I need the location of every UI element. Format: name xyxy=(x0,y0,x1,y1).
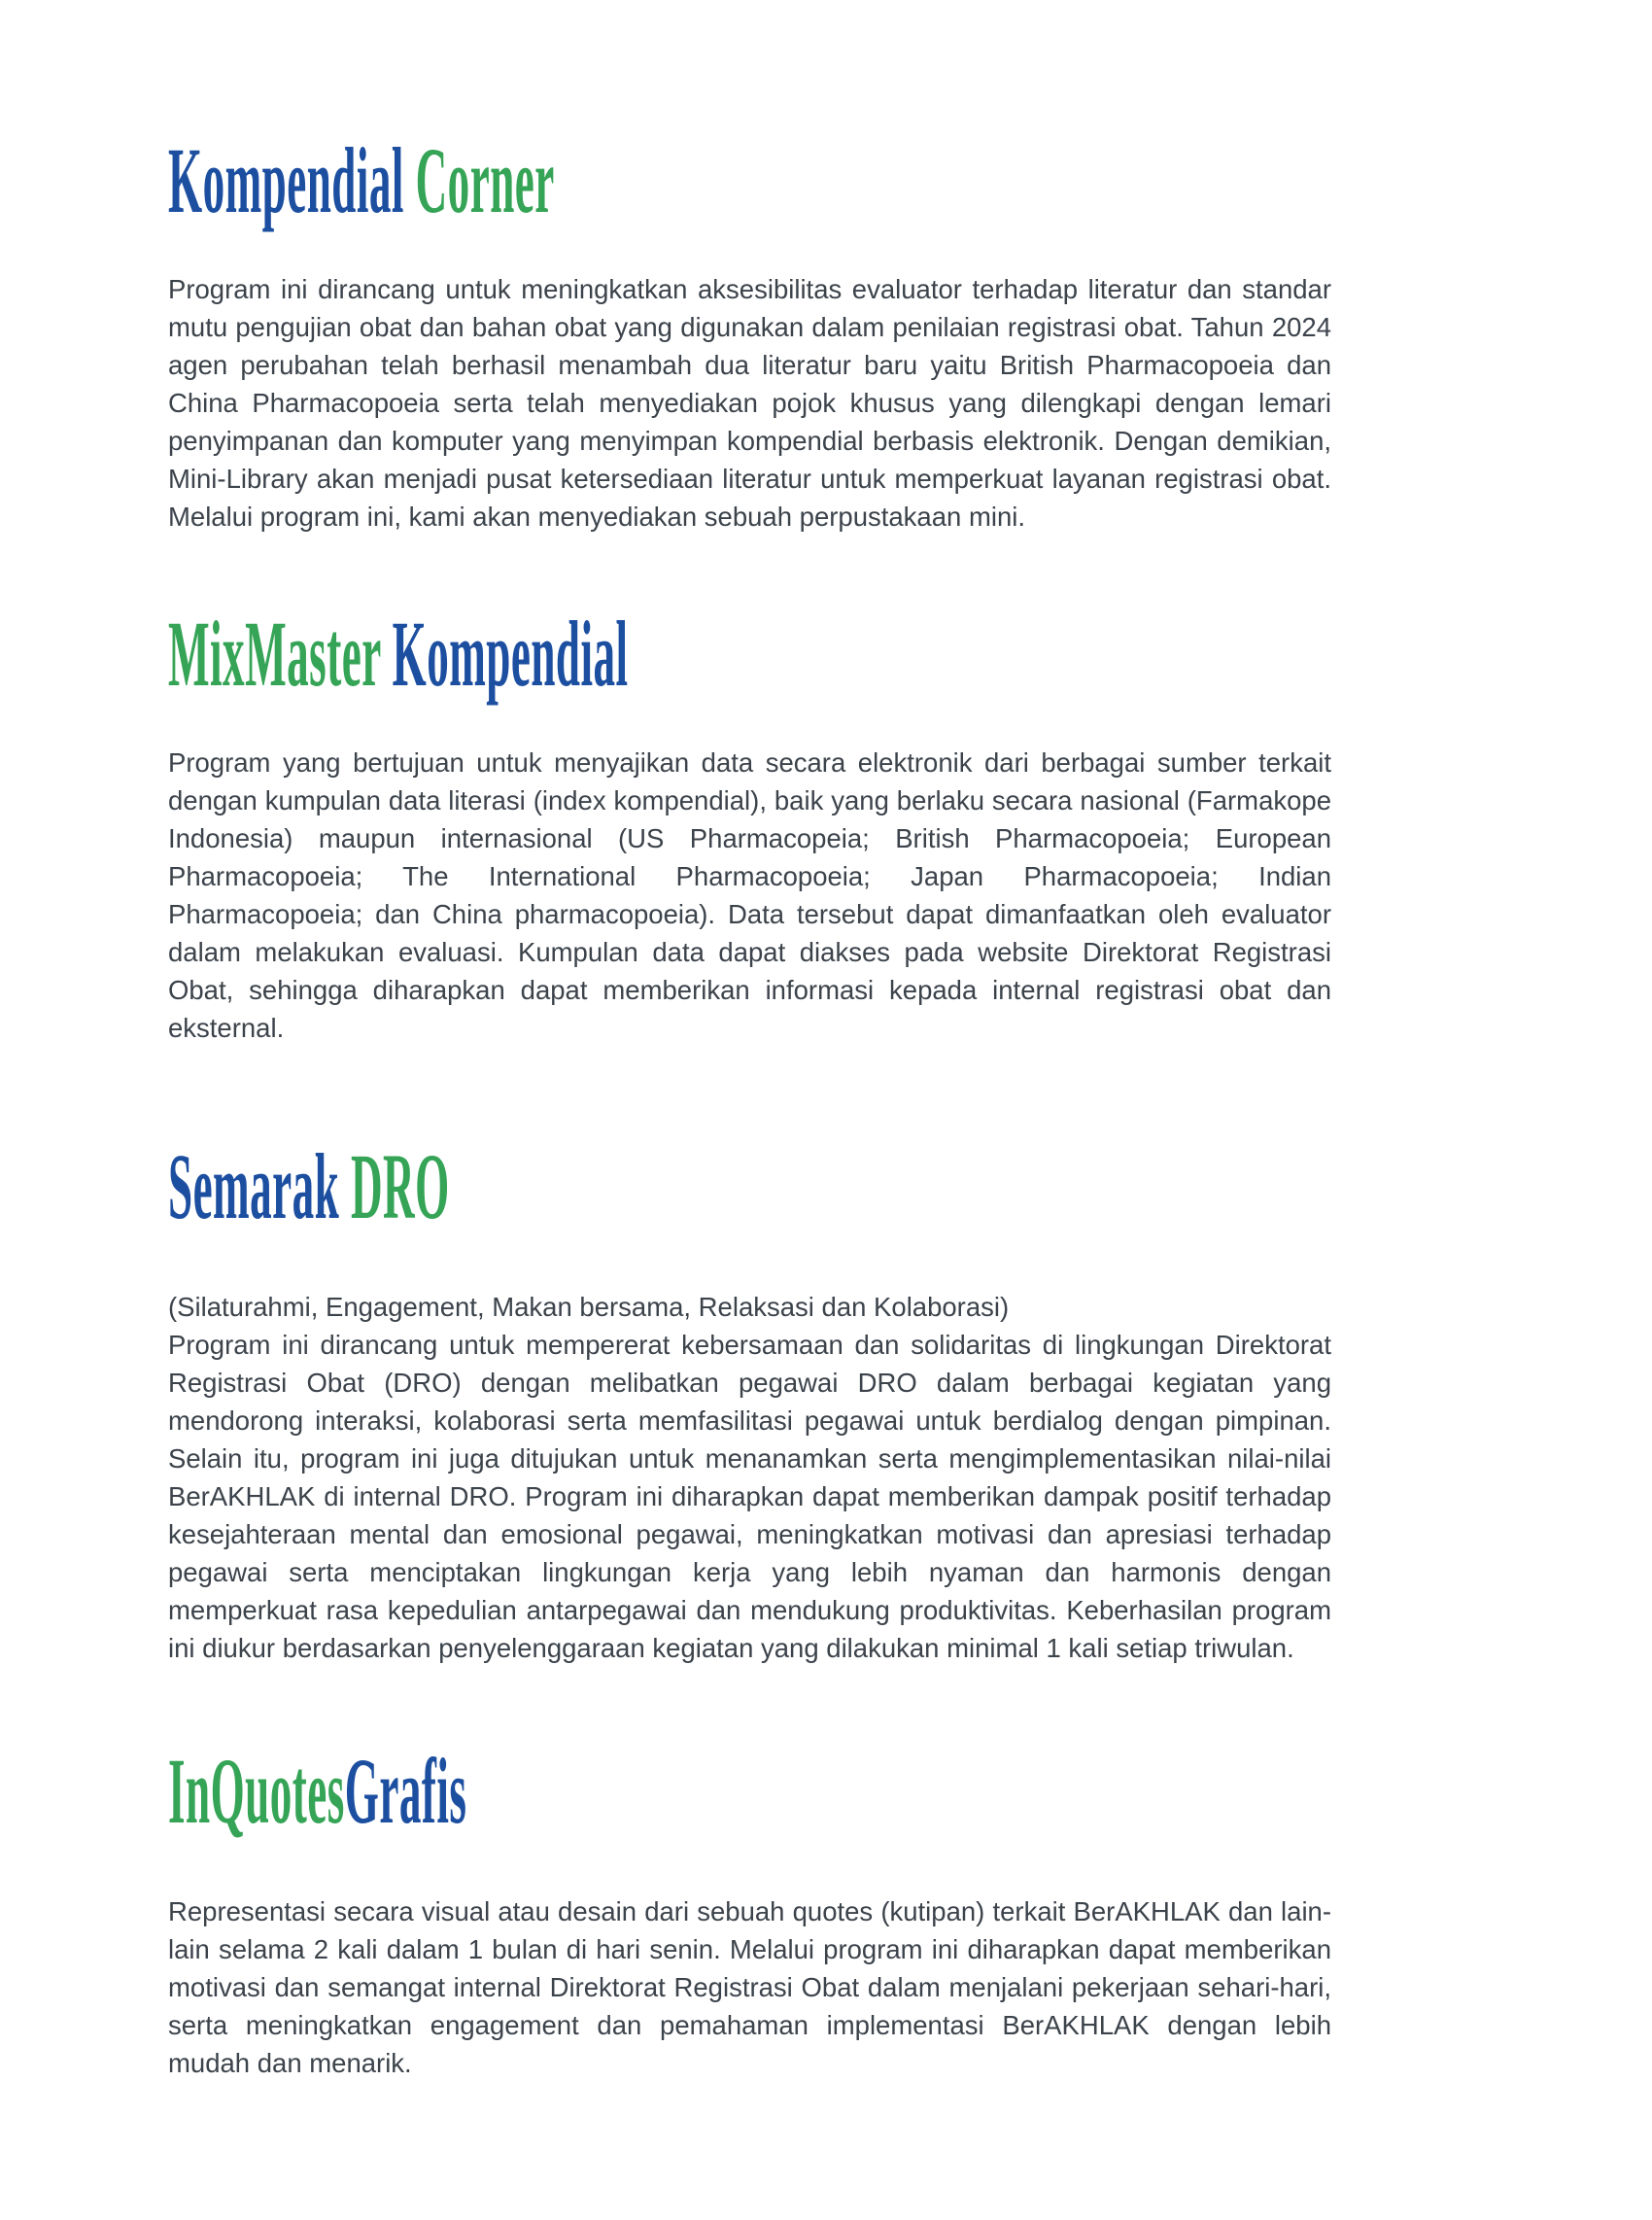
section-title-mixmaster-kompendial xyxy=(168,602,1331,706)
section-inquotesgrafis xyxy=(168,1739,1331,2082)
title-squeeze-wrapper xyxy=(168,602,629,706)
section-semarak-dro xyxy=(168,1134,1331,1667)
title-part-grafis: Grafis xyxy=(344,1739,467,1843)
section-mixmaster-kompendial xyxy=(168,602,1331,1047)
paragraph-inquotesgrafis: Representasi secara visual atau desain dari sebuah quotes (kutipan) terkait BerAKHLAK dan lain-lain selama 2 kali dalam 1 bulan di hari senin. Melalui program ini diharapkan dapat memberikan motivasi dan semangat internal Direktorat Registrasi Obat dalam menjalani pekerjaan sehari-hari, serta meningkatkan engagement dan pemahaman implementasi BerAKHLAK dengan lebih mudah dan menarik. xyxy=(168,1896,1331,2078)
section-title-inquotesgrafis xyxy=(168,1739,1331,1843)
paragraph-mixmaster-kompendial: Program yang bertujuan untuk menyajikan data secara elektronik dari berbagai sumber terkait dengan kumpulan data literasi (index kompendial), baik yang berlaku secara nasional (Farmakope Indonesia) maupun internasional (US Pharmacopeia; British Pharmacopoeia; European Pharmacopoeia; The International Pharmacopoeia; Japan Pharmacopoeia; Indian Pharmacopoeia; dan China pharmacopoeia). Data tersebut dapat dimanfaatkan oleh evaluator dalam melakukan evaluasi. Kumpulan data dapat diakses pada website Direktorat Registrasi Obat, sehingga diharapkan dapat memberikan informasi kepada internal registrasi obat dan eksternal. xyxy=(168,747,1331,1043)
paragraph-semarak-dro: Program ini dirancang untuk mempererat kebersamaan dan solidaritas di lingkungan Direktorat Registrasi Obat (DRO) dengan melibatkan pegawai DRO dalam berbagai kegiatan yang mendorong interaksi, kolaborasi serta memfasilitasi pegawai untuk berdialog dengan pimpinan. Selain itu, program ini juga ditujukan untuk menanamkan serta mengimplementasikan nilai-nilai BerAKHLAK di internal DRO. Program ini diharapkan dapat memberikan dampak positif terhadap kesejahteraan mental dan emosional pegawai, meningkatkan motivasi dan apresiasi terhadap pegawai serta menciptakan lingkungan kerja yang lebih nyaman dan harmonis dengan memperkuat rasa kepedulian antarpegawai dan mendukung produktivitas. Keberhasilan program ini diukur berdasarkan penyelenggaraan kegiatan yang dilakukan minimal 1 kali setiap triwulan. xyxy=(168,1330,1331,1663)
title-part-kompendial: Kompendial xyxy=(168,128,416,232)
title-part-corner: Corner xyxy=(415,128,555,232)
title-part-inquotes: InQuotes xyxy=(168,1739,345,1843)
title-part-mixmaster: MixMaster xyxy=(168,602,393,706)
section-title-kompendial-corner xyxy=(168,128,1331,232)
title-part-kompendial: Kompendial xyxy=(392,602,629,706)
subtitle-semarak-dro: (Silaturahmi, Engagement, Makan bersama, Relaksasi dan Kolaborasi) xyxy=(168,1292,1010,1322)
title-part-semarak: Semarak xyxy=(168,1134,351,1238)
title-part-dro: DRO xyxy=(350,1134,450,1238)
title-squeeze-wrapper xyxy=(168,128,555,232)
paragraph-kompendial-corner: Program ini dirancang untuk meningkatkan aksesibilitas evaluator terhadap literatur dan standar mutu pengujian obat dan bahan obat yang digunakan dalam penilaian registrasi obat. Tahun 2024 agen perubahan telah berhasil menambah dua literatur baru yaitu British Pharmacopoeia dan China Pharmacopoeia serta telah menyediakan pojok khusus yang dilengkapi dengan lemari penyimpanan dan komputer yang menyimpan kompendial berbasis elektronik. Dengan demikian, Mini-Library akan menjadi pusat ketersediaan literatur untuk memperkuat layanan registrasi obat. Melalui program ini, kami akan menyediakan sebuah perpustakaan mini. xyxy=(168,274,1331,532)
title-squeeze-wrapper xyxy=(168,1739,467,1843)
section-kompendial-corner xyxy=(168,128,1331,536)
section-title-semarak-dro xyxy=(168,1134,1331,1238)
text-column xyxy=(0,128,1652,2082)
title-squeeze-wrapper xyxy=(168,1134,450,1238)
